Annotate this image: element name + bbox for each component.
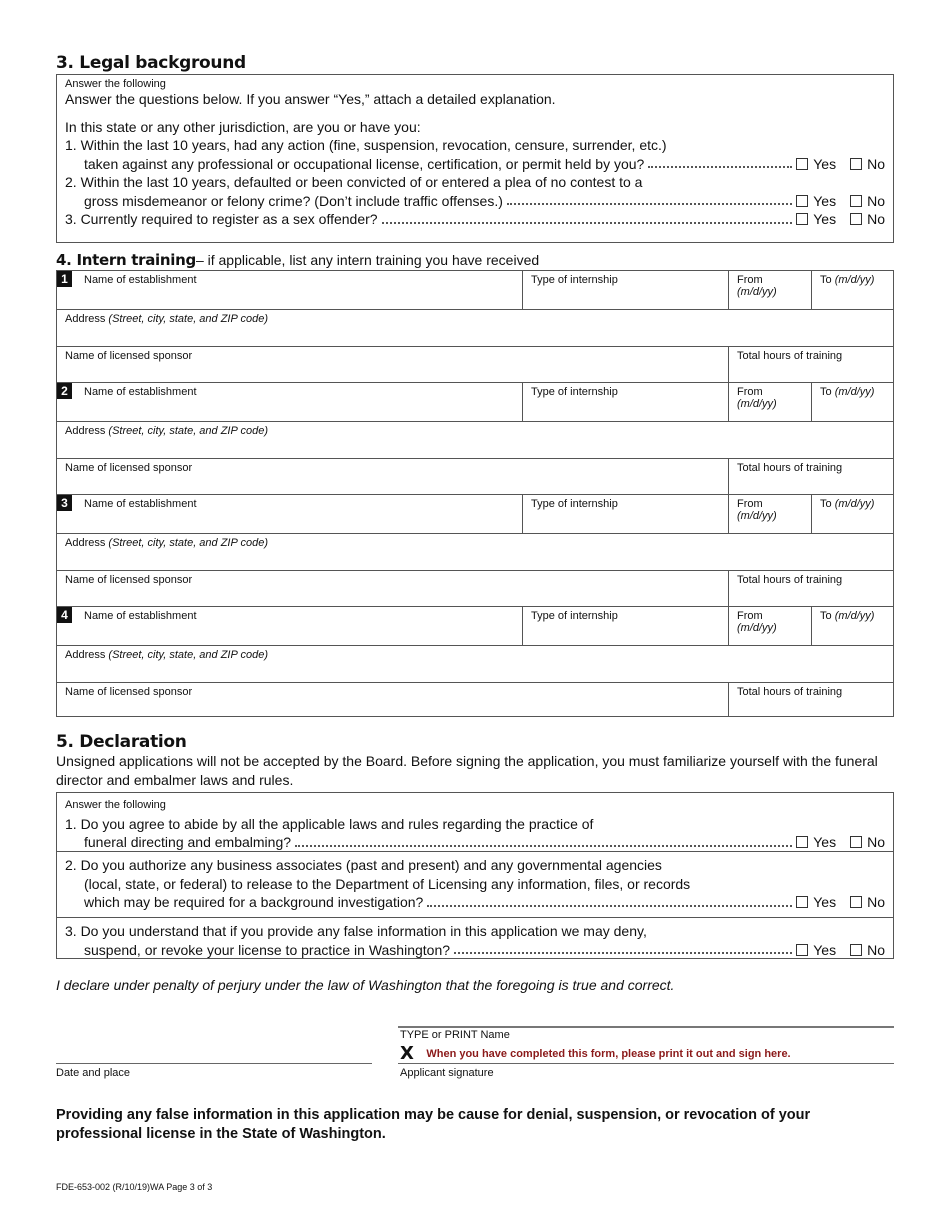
false-information-warning: Providing any false information in this application may be cause for denial, suspension, or revocation of your professional license in the State of Washington. bbox=[56, 1107, 811, 1142]
date-format: (m/d/yy) bbox=[737, 622, 777, 634]
internship-type-field[interactable] bbox=[522, 607, 728, 645]
field-label: To bbox=[820, 386, 835, 398]
no-label: No bbox=[867, 941, 885, 958]
no-label: No bbox=[867, 155, 885, 172]
no-checkbox[interactable] bbox=[850, 155, 885, 174]
sponsor-field[interactable] bbox=[57, 683, 728, 717]
field-label: Total hours of training bbox=[737, 686, 843, 698]
dot-leader bbox=[648, 166, 792, 168]
perjury-statement: I declare under penalty of perjury under the law of Washington that the foregoing is true and correct. bbox=[56, 977, 675, 993]
field-hint: (Street, city, state, and ZIP code) bbox=[108, 649, 268, 661]
declaration-question-1 bbox=[57, 793, 893, 851]
dot-leader bbox=[295, 845, 792, 847]
field-label: From bbox=[737, 386, 763, 398]
intern-training-heading bbox=[56, 251, 539, 270]
x-mark: X bbox=[400, 1043, 414, 1064]
legal-background-box bbox=[56, 74, 894, 243]
question-text: 3. Do you understand that if you provide any false information in this application we may deny, bbox=[65, 923, 647, 939]
field-label: Name of licensed sponsor bbox=[65, 350, 193, 362]
sponsor-field[interactable] bbox=[57, 459, 728, 494]
field-label: Name of licensed sponsor bbox=[65, 574, 193, 586]
no-label: No bbox=[867, 894, 885, 910]
field-label: Type of internship bbox=[531, 610, 618, 622]
intern-title: 4. Intern training bbox=[56, 251, 196, 269]
question-text: which may be required for a background investigation? bbox=[84, 894, 424, 910]
intern-entry-4 bbox=[57, 606, 893, 717]
field-label: Total hours of training bbox=[737, 574, 843, 586]
yes-checkbox[interactable] bbox=[796, 155, 836, 174]
field-label: From bbox=[737, 274, 763, 286]
name-line bbox=[398, 1026, 894, 1028]
answer-label: Answer the following bbox=[65, 78, 166, 90]
declaration-box bbox=[56, 792, 894, 959]
to-date-field[interactable] bbox=[811, 383, 893, 421]
intern-subtitle: – if applicable, list any intern training you have received bbox=[195, 252, 540, 268]
dot-leader bbox=[427, 905, 792, 907]
yes-label: Yes bbox=[813, 155, 837, 172]
from-date-field[interactable] bbox=[728, 383, 811, 421]
legal-question-1 bbox=[65, 136, 885, 173]
yes-label: Yes bbox=[813, 192, 837, 209]
date-format: (m/d/yy) bbox=[737, 286, 777, 298]
date-place-line bbox=[56, 1063, 372, 1064]
sponsor-field[interactable] bbox=[57, 347, 728, 382]
question-text: 2. Within the last 10 years, defaulted or been convicted of or entered a plea of no contest to a bbox=[65, 174, 643, 190]
field-hint: (Street, city, state, and ZIP code) bbox=[108, 313, 268, 325]
sign-note: When you have completed this form, please print it out and sign here. bbox=[426, 1048, 791, 1060]
question-text: suspend, or revoke your license to practice in Washington? bbox=[84, 941, 451, 958]
field-label: Type of internship bbox=[531, 386, 618, 398]
field-hint: (Street, city, state, and ZIP code) bbox=[108, 425, 268, 437]
entry-number: 4 bbox=[57, 607, 72, 623]
print-name-label: TYPE or PRINT Name bbox=[400, 1029, 510, 1041]
declaration-heading: 5. Declaration bbox=[56, 732, 187, 752]
yes-checkbox[interactable] bbox=[796, 941, 836, 960]
declaration-question-2 bbox=[57, 851, 893, 917]
question-text: (local, state, or federal) to release to the Department of Licensing any information, files, or records bbox=[84, 875, 691, 892]
internship-type-field[interactable] bbox=[522, 271, 728, 309]
date-format: (m/d/yy) bbox=[834, 610, 875, 622]
no-label: No bbox=[867, 211, 885, 227]
establishment-field[interactable] bbox=[57, 271, 522, 309]
legal-instruction: Answer the questions below. If you answer “Yes,” attach a detailed explanation. bbox=[65, 91, 556, 107]
establishment-field[interactable] bbox=[57, 607, 522, 645]
sponsor-field[interactable] bbox=[57, 571, 728, 606]
field-label: Total hours of training bbox=[737, 350, 843, 362]
declaration-question-3 bbox=[57, 917, 893, 958]
intern-entry-1 bbox=[57, 271, 893, 382]
no-checkbox[interactable] bbox=[850, 210, 885, 229]
intern-entry-3 bbox=[57, 494, 893, 606]
signature-line bbox=[398, 1063, 894, 1064]
entry-number: 2 bbox=[57, 383, 72, 399]
field-label: From bbox=[737, 610, 763, 622]
hours-field[interactable] bbox=[728, 683, 893, 717]
field-label: Address bbox=[65, 537, 109, 549]
address-field[interactable] bbox=[57, 310, 893, 346]
field-label: Name of establishment bbox=[84, 498, 197, 510]
no-checkbox[interactable] bbox=[850, 941, 885, 960]
question-text: gross misdemeanor or felony crime? (Don’t include traffic offenses.) bbox=[84, 192, 503, 209]
legal-background-heading: 3. Legal background bbox=[56, 53, 246, 73]
date-format: (m/d/yy) bbox=[834, 498, 875, 510]
field-label: Total hours of training bbox=[737, 462, 843, 474]
to-date-field[interactable] bbox=[811, 495, 893, 533]
no-checkbox[interactable] bbox=[850, 833, 885, 852]
dot-leader bbox=[507, 203, 792, 205]
field-label: Type of internship bbox=[531, 274, 618, 286]
yes-label: Yes bbox=[813, 894, 837, 910]
field-label: Name of establishment bbox=[84, 386, 197, 398]
no-label: No bbox=[867, 192, 885, 209]
field-label: Name of establishment bbox=[84, 274, 197, 286]
no-label: No bbox=[867, 834, 885, 850]
yes-checkbox[interactable] bbox=[796, 833, 836, 852]
date-format: (m/d/yy) bbox=[834, 274, 875, 286]
field-label: Address bbox=[65, 313, 109, 325]
field-label: To bbox=[820, 498, 835, 510]
yes-label: Yes bbox=[813, 834, 837, 850]
date-format: (m/d/yy) bbox=[737, 510, 777, 522]
date-place-label: Date and place bbox=[56, 1067, 130, 1079]
yes-checkbox[interactable] bbox=[796, 210, 836, 229]
hours-field[interactable] bbox=[728, 347, 893, 382]
from-date-field[interactable] bbox=[728, 495, 811, 533]
question-text: funeral directing and embalming? bbox=[84, 834, 292, 850]
from-date-field[interactable] bbox=[728, 607, 811, 645]
yes-label: Yes bbox=[813, 941, 837, 958]
field-label: Type of internship bbox=[531, 498, 618, 510]
question-text: 3. Currently required to register as a sex offender? bbox=[65, 211, 378, 227]
date-format: (m/d/yy) bbox=[834, 386, 875, 398]
field-label: Address bbox=[65, 425, 109, 437]
signature-field[interactable] bbox=[400, 1043, 791, 1064]
address-field[interactable] bbox=[57, 646, 893, 682]
intern-training-table bbox=[56, 270, 894, 717]
question-text: taken against any professional or occupational license, certification, or permit held by you? bbox=[84, 155, 645, 172]
field-label: To bbox=[820, 274, 835, 286]
to-date-field[interactable] bbox=[811, 607, 893, 645]
internship-type-field[interactable] bbox=[522, 495, 728, 533]
field-label: From bbox=[737, 498, 763, 510]
answer-label: Answer the following bbox=[65, 799, 166, 811]
legal-question-2 bbox=[65, 173, 885, 210]
dot-leader bbox=[382, 222, 793, 224]
yes-checkbox[interactable] bbox=[796, 192, 836, 211]
declaration-intro: Unsigned applications will not be accepted by the Board. Before signing the application, you must familiarize yourself with the funeral director and embalmer laws and rules. bbox=[56, 753, 878, 788]
field-label: Name of licensed sponsor bbox=[65, 686, 193, 698]
date-format: (m/d/yy) bbox=[737, 398, 777, 410]
no-checkbox[interactable] bbox=[850, 893, 885, 912]
establishment-field[interactable] bbox=[57, 495, 522, 533]
from-date-field[interactable] bbox=[728, 271, 811, 309]
question-text: 1. Do you agree to abide by all the applicable laws and rules regarding the practice of bbox=[65, 815, 594, 832]
field-label: Address bbox=[65, 649, 109, 661]
question-text: 2. Do you authorize any business associates (past and present) and any governmental agencies bbox=[65, 857, 662, 873]
address-field[interactable] bbox=[57, 422, 893, 458]
hours-field[interactable] bbox=[728, 459, 893, 494]
form-footer: FDE-653-002 (R/10/19)WA Page 3 of 3 bbox=[56, 1182, 213, 1192]
no-checkbox[interactable] bbox=[850, 192, 885, 211]
field-label: Name of establishment bbox=[84, 610, 197, 622]
establishment-field[interactable] bbox=[57, 383, 522, 421]
intern-entry-2 bbox=[57, 382, 893, 494]
legal-intro: In this state or any other jurisdiction, are you or have you: bbox=[65, 118, 421, 135]
hours-field[interactable] bbox=[728, 571, 893, 606]
yes-label: Yes bbox=[813, 211, 837, 227]
dot-leader bbox=[454, 952, 792, 954]
legal-question-3 bbox=[65, 210, 885, 229]
field-label: To bbox=[820, 610, 835, 622]
question-text: 1. Within the last 10 years, had any action (fine, suspension, revocation, censure, surrender, etc.) bbox=[65, 137, 667, 153]
entry-number: 1 bbox=[57, 271, 72, 287]
address-field[interactable] bbox=[57, 534, 893, 570]
to-date-field[interactable] bbox=[811, 271, 893, 309]
yes-checkbox[interactable] bbox=[796, 893, 836, 912]
applicant-signature-label: Applicant signature bbox=[400, 1067, 494, 1079]
internship-type-field[interactable] bbox=[522, 383, 728, 421]
entry-number: 3 bbox=[57, 495, 72, 511]
field-label: Name of licensed sponsor bbox=[65, 462, 193, 474]
field-hint: (Street, city, state, and ZIP code) bbox=[108, 537, 268, 549]
